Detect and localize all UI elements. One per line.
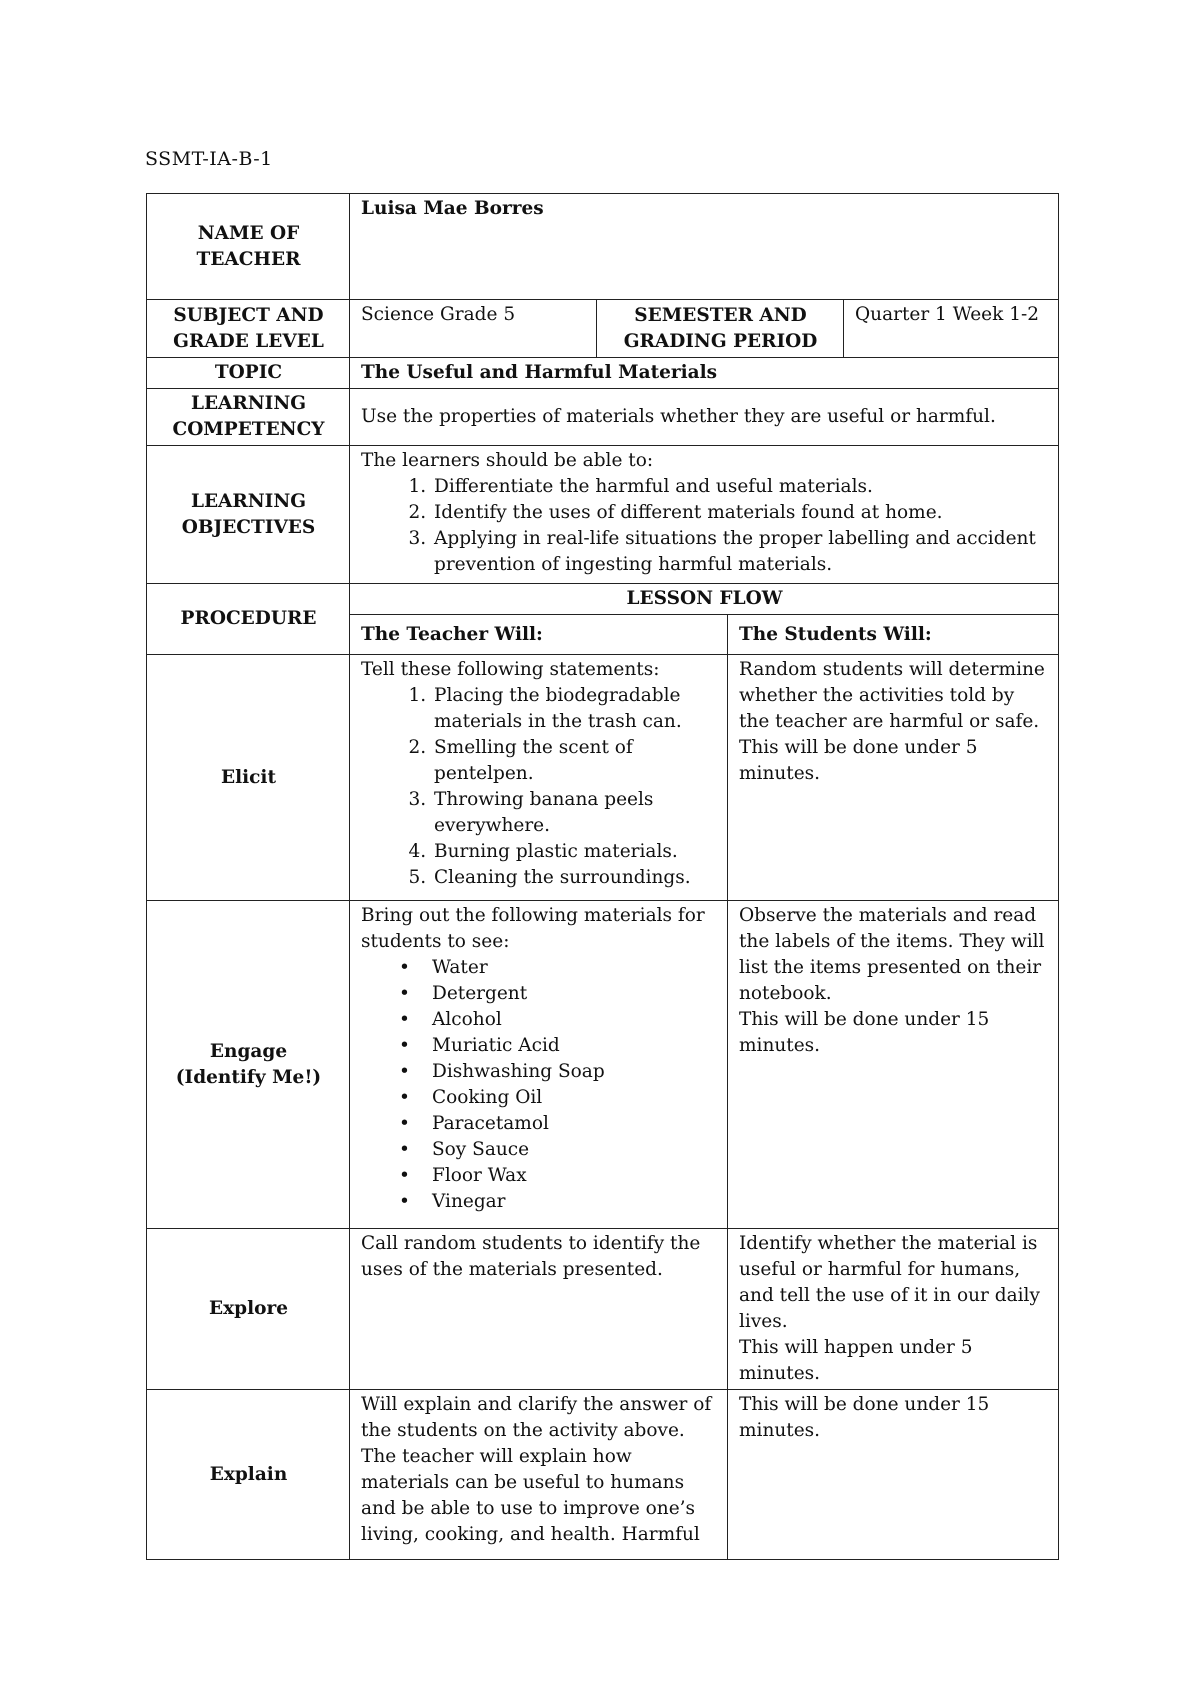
- objectives-row: [147, 446, 1059, 584]
- objective-item: 3. Applying in real-life situations the proper labelling and accident prevention of ingesting harmful materials.: [432, 526, 1048, 578]
- explain-row: [147, 1390, 1059, 1560]
- elicit-label: Elicit: [147, 655, 350, 901]
- elicit-teacher-cell: [350, 655, 728, 901]
- elicit-statements-list: [361, 683, 717, 891]
- lesson-flow-row: [147, 584, 1059, 615]
- material-item: • Cooking Oil: [432, 1085, 717, 1111]
- engage-label-cell: [147, 901, 350, 1229]
- procedure-label: PROCEDURE: [147, 584, 350, 655]
- elicit-intro: Tell these following statements:: [361, 659, 660, 680]
- lesson-flow-header: LESSON FLOW: [350, 584, 1059, 615]
- material-item: • Dishwashing Soap: [432, 1059, 717, 1085]
- elicit-row: [147, 655, 1059, 901]
- teacher-name: Luisa Mae Borres: [350, 194, 1059, 300]
- topic-row: [147, 358, 1059, 389]
- objective-item: 1. Differentiate the harmful and useful materials.: [432, 474, 1048, 500]
- explain-students-text: This will be done under 15 minutes.: [728, 1390, 1059, 1560]
- competency-value: Use the properties of materials whether they are useful or harmful.: [350, 389, 1059, 446]
- explain-teacher-text: Will explain and clarify the answer of the students on the activity above. The teacher will explain how materials can be useful to humans and be able to use to improve one’s living, cooking, and health. Harmful: [350, 1390, 728, 1560]
- statement-item: 1. Placing the biodegradable materials in the trash can.: [432, 683, 717, 735]
- objectives-label: LEARNING OBJECTIVES: [147, 446, 350, 584]
- subject-row: [147, 300, 1059, 358]
- explore-students-text: Identify whether the material is useful or harmful for humans, and tell the use of it in our daily lives.: [739, 1233, 1040, 1332]
- explore-row: [147, 1229, 1059, 1390]
- competency-row: [147, 389, 1059, 446]
- engage-students-cell: [728, 901, 1059, 1229]
- objectives-intro: The learners should be able to:: [361, 450, 654, 471]
- materials-list: [361, 955, 717, 1215]
- objectives-list: [361, 474, 1048, 578]
- teacher-will-header: The Teacher Will:: [350, 615, 728, 655]
- statement-item: 2. Smelling the scent of pentelpen.: [432, 735, 717, 787]
- subject-label: SUBJECT AND GRADE LEVEL: [147, 300, 350, 358]
- engage-students-time: This will be done under 15 minutes.: [739, 1009, 990, 1056]
- material-item: • Alcohol: [432, 1007, 717, 1033]
- material-item: • Floor Wax: [432, 1163, 717, 1189]
- material-item: • Paracetamol: [432, 1111, 717, 1137]
- engage-sublabel: (Identify Me!): [175, 1066, 322, 1088]
- elicit-students-text: Random students will determine whether the activities told by the teacher are harmful or safe. This will be done under 5 minutes.: [728, 655, 1059, 901]
- engage-label: Engage: [209, 1040, 288, 1062]
- students-will-header: The Students Will:: [728, 615, 1059, 655]
- material-item: • Muriatic Acid: [432, 1033, 717, 1059]
- material-item: • Detergent: [432, 981, 717, 1007]
- engage-students-text: Observe the materials and read the labels of the items. They will list the items presented on their notebook.: [739, 905, 1045, 1004]
- explore-label: Explore: [147, 1229, 350, 1390]
- statement-item: 4. Burning plastic materials.: [432, 839, 717, 865]
- material-item: • Water: [432, 955, 717, 981]
- explore-students-time: This will happen under 5 minutes.: [739, 1337, 973, 1384]
- semester-value: Quarter 1 Week 1-2: [844, 300, 1059, 358]
- statement-item: 5. Cleaning the surroundings.: [432, 865, 717, 891]
- objectives-cell: [350, 446, 1059, 584]
- explore-students-cell: [728, 1229, 1059, 1390]
- material-item: • Vinegar: [432, 1189, 717, 1215]
- explore-teacher-text: Call random students to identify the uses of the materials presented.: [350, 1229, 728, 1390]
- teacher-label: NAME OF TEACHER: [147, 194, 350, 300]
- engage-intro: Bring out the following materials for students to see:: [361, 905, 705, 952]
- engage-row: [147, 901, 1059, 1229]
- document-code: SSMT-IA-B-1: [145, 148, 273, 170]
- subject-value: Science Grade 5: [350, 300, 597, 358]
- objective-item: 2. Identify the uses of different materials found at home.: [432, 500, 1048, 526]
- competency-label: LEARNING COMPETENCY: [147, 389, 350, 446]
- lesson-plan-table: [146, 193, 1059, 1560]
- statement-item: 3. Throwing banana peels everywhere.: [432, 787, 717, 839]
- explain-label: Explain: [147, 1390, 350, 1560]
- engage-teacher-cell: [350, 901, 728, 1229]
- topic-value: The Useful and Harmful Materials: [350, 358, 1059, 389]
- material-item: • Soy Sauce: [432, 1137, 717, 1163]
- semester-label: SEMESTER AND GRADING PERIOD: [597, 300, 844, 358]
- teacher-row: [147, 194, 1059, 300]
- topic-label: TOPIC: [147, 358, 350, 389]
